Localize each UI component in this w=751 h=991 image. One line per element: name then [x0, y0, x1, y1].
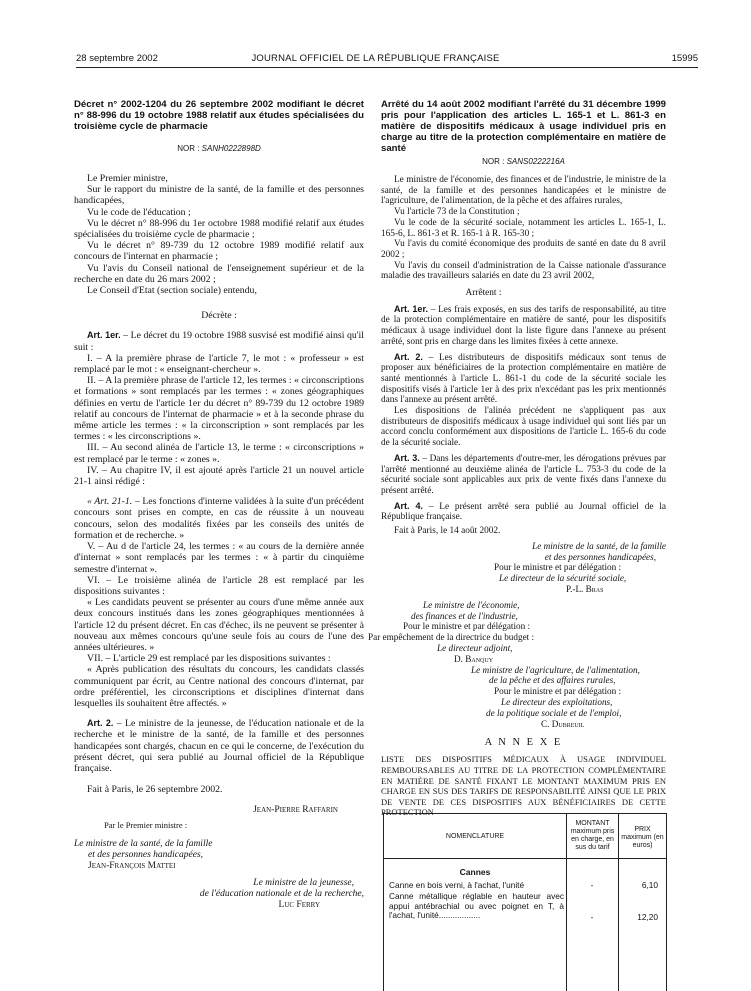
- arrete-article-1: [381, 304, 666, 348]
- decret-item: III. – Au second alinéa de l'article 13, le terme : « circonscriptions » est remplacé par le terme : « zones ».: [74, 442, 364, 465]
- decret-visa: Vu l'avis du Conseil national de l'enseignement supérieur et de la recherche en date du 26 mars 2002 ;: [74, 262, 364, 285]
- annex-title: A N N E X E: [484, 737, 563, 749]
- signature-delegation: Pour le ministre et par délégation :: [494, 562, 622, 573]
- arrete-visa: Le ministre de l'économie, des finances et de l'industrie, le ministre de la santé, de la famille et des personnes handicapées et le ministre de l'agriculture, de l'alimentation, de la pêche et des affaires rurales,: [381, 175, 666, 207]
- decret-nor-label: NOR :: [177, 144, 200, 153]
- article-label: Art. 2.: [87, 718, 114, 729]
- arrete-visa: Vu l'article 73 de la Constitution ;: [394, 207, 520, 218]
- decret-item: « Les candidats peuvent se présenter au cours d'une même année aux deux concours institués dans les zones géographiques mentionnées à l'article 12 du présent décret. En cas d'échec, ils ne peuvent se présenter à nouveau aux mêmes concours qu'une seule fois au cours de l'une des années ultérieures. »: [74, 597, 364, 653]
- signature-name: C. Dubreuil: [541, 718, 585, 729]
- table-row-label: Canne en bois verni, à l'achat, l'unité: [389, 880, 525, 890]
- decret-visa: Sur le rapport du ministre de la santé, de la famille et des personnes handicapées,: [74, 184, 364, 207]
- arrete-article-3: [381, 453, 666, 497]
- decret-visa: Vu le code de l'éducation ;: [87, 206, 191, 218]
- table-header-nomenclature: NOMENCLATURE: [445, 833, 505, 840]
- decret-visa: Vu le décret n° 89-739 du 12 octobre 1989 modifié relatif aux concours de l'internat en pharmacie ;: [74, 240, 364, 263]
- signature-delegation: Pour le ministre et par délégation :: [494, 686, 622, 697]
- table-row-prix: 12,20: [637, 912, 658, 922]
- signature-title: Le ministre de l'économie,: [423, 599, 520, 610]
- signature-name: Luc Ferry: [278, 900, 320, 911]
- signature-title: Le ministre de la santé, de la famille: [74, 839, 213, 850]
- article-label: Art. 4.: [394, 500, 424, 511]
- article-text: – Les frais exposés, en sus des tarifs de responsabilité, au titre de la protection complémentaire en matière de santé, pour les dispositifs médicaux à usage individuel dont la liste figure dans l'annexe au présent arrêté, sont pris en charge dans les limites fixées à cette annexe.: [381, 304, 666, 347]
- signature-impediment: Par empêchement de la directrice du budget :: [368, 632, 535, 643]
- arrete-arretent: Arrêtent :: [465, 288, 502, 299]
- decret-signatures: [74, 805, 364, 911]
- annex-table: [383, 813, 667, 991]
- signature-by: Par le Premier ministre :: [104, 820, 188, 831]
- article-label: Art. 1er.: [394, 303, 428, 314]
- header-journal-title: JOURNAL OFFICIEL DE LA RÉPUBLIQUE FRANÇAISE: [251, 53, 500, 64]
- signature-role: de la politique sociale et de l'emploi,: [486, 707, 622, 718]
- decret-title: Décret n° 2002-1204 du 26 septembre 2002 modifiant le décret n° 88-996 du 19 octobre 1988 relatif aux études spécialisées du troisième cycle de pharmacie: [74, 99, 364, 132]
- arrete-visa: Vu l'avis du comité économique des produits de santé en date du 8 avril 2002 ;: [381, 239, 666, 260]
- arrete-signatures: [368, 540, 666, 730]
- article-label: Art. 3.: [394, 452, 420, 463]
- left-column-decret: [74, 99, 364, 911]
- signature-delegation: Pour le ministre et par délégation :: [403, 621, 531, 632]
- decret-item: VI. – Le troisième alinéa de l'article 28 est remplacé par les dispositions suivantes :: [74, 574, 364, 597]
- signature-title: de la pêche et des affaires rurales,: [489, 675, 616, 686]
- table-row-label: Canne métallique réglable en hauteur avec appui antébrachial ou avec poignet en T, à l'achat, l'unité..................: [389, 891, 564, 921]
- quote-label: « Art. 21-1.: [87, 496, 133, 508]
- table-column-divider: [618, 814, 619, 991]
- arrete-nor: [381, 157, 666, 166]
- right-column-arrete: [368, 99, 666, 818]
- signature-title: et des personnes handicapées,: [544, 551, 656, 562]
- signature-name: Jean-Pierre Raffarin: [253, 805, 338, 816]
- decret-visa: Le Premier ministre,: [87, 173, 168, 184]
- table-section-title: Cannes: [459, 867, 491, 877]
- signature-role: Le directeur de la sécurité sociale,: [499, 573, 627, 584]
- arrete-visa: Vu l'avis du conseil d'administration de la Caisse nationale d'assurance maladie des travailleurs salariés en date du 23 avril 2002,: [381, 260, 666, 282]
- article-text: – Les distributeurs de dispositifs médicaux sont tenus de proposer aux bénéficiaires de la protection complémentaire en matière de santé mentionnés à l'article L. 861-1 du code de la sécurité sociale les dispositifs visés à l'article 1er à des prix n'excédant pas les prix mentionnés dans l'annexe au présent arrêté.: [381, 352, 666, 406]
- arrete-done-at: Fait à Paris, le 14 août 2002.: [394, 526, 501, 537]
- annex-description: LISTE DES DISPOSITIFS MÉDICAUX À USAGE INDIVIDUEL REMBOURSABLES AU TITRE DE LA PROTECTION COMPLÉMENTAIRE EN MATIÈRE DE SANTÉ FIXANT LE MONTANT MAXIMUM PRIS EN CHARGE EN SUS DES TARIFS DE RESPONSABILITÉ AINSI QUE LE PRIX DE VENTE DE CES DISPOSITIFS AUX BÉNÉFICIAIRES DE CETTE PROTECTION: [381, 754, 666, 818]
- decret-nor-value: SANH0222898D: [201, 144, 261, 153]
- arrete-article-2-p2: Les dispositions de l'alinéa précédent ne s'appliquent pas aux distributeurs de dispositifs médicaux à usage individuel qui sont liés par un accord conclu conformément aux dispositions de l'article L. 165-6 du code de la sécurité sociale.: [381, 406, 666, 449]
- arrete-intro: [381, 175, 666, 282]
- signature-title: des finances et de l'industrie,: [411, 610, 518, 621]
- table-row-montant: -: [590, 912, 594, 922]
- table-header-divider: [384, 858, 666, 859]
- article-text: – Le décret du 19 octobre 1988 susvisé est modifié ainsi qu'il suit :: [74, 330, 364, 353]
- signature-name: D. Banquy: [454, 653, 494, 664]
- decret-quote-21-1: [74, 496, 364, 541]
- article-text: – Dans les départements d'outre-mer, les dérogations prévues par l'arrêté mentionné au deuxième alinéa de l'article L. 753-3 du code de la sécurité sociale sont applicables aux prix de vente fixés dans l'annexe du présent arrêté.: [381, 453, 666, 496]
- article-text: – Le présent arrêté sera publié au Journal officiel de la République française.: [381, 501, 666, 523]
- header-date: 28 septembre 2002: [76, 53, 158, 64]
- table-header-prix: PRIX maximum (en euros): [621, 826, 664, 849]
- decret-visa: Le Conseil d'Etat (section sociale) entendu,: [87, 285, 257, 297]
- arrete-title: Arrêté du 14 août 2002 modifiant l'arrêté du 31 décembre 1999 pris pour l'application des articles L. 165-1 et L. 861-3 en matière de dispositifs médicaux à usage individuel pris en charge au titre de la protection complémentaire en matière de santé: [381, 99, 666, 154]
- decret-item: VII. – L'article 29 est remplacé par les dispositions suivantes :: [87, 653, 331, 665]
- decret-nor: [74, 144, 364, 153]
- arrete-article-2: [381, 352, 666, 407]
- decret-item: II. – A la première phrase de l'article 12, les termes : « circonscriptions et formations » sont remplacés par les termes : « zones géographiques définies en vertu de l'article 1er du décret n° 89-739 du 12 octobre 1989 relatif au concours de l'internat de pharmacie » et à la seconde phrase du même article les termes : « la circonscription » sont remplacés par les termes : « les circonscriptions ».: [74, 375, 364, 443]
- signature-title: Le ministre de l'agriculture, de l'alimentation,: [471, 664, 640, 675]
- signature-role: Le directeur adjoint,: [437, 642, 513, 653]
- decret-item: I. – A la première phrase de l'article 7, le mot : « professeur » est remplacé par le mot : « enseignant-chercheur ».: [74, 352, 364, 376]
- arrete-nor-value: SANS0222216A: [506, 157, 565, 166]
- decret-article-1: [74, 330, 364, 352]
- header-page-number: 15995: [671, 53, 698, 64]
- signature-title: Le ministre de la santé, de la famille: [532, 540, 666, 551]
- table-row-montant: -: [590, 880, 594, 890]
- quote-text: – Les fonctions d'interne validées à la suite d'un précédent concours sont prises en compte, en cas de réussite à un nouveau concours, selon des modalités fixées par les conseils des unités de formation et de recherche. »: [74, 496, 364, 541]
- signature-title: de l'éducation nationale et de la recherche,: [199, 889, 364, 900]
- table-row-prix: 6,10: [641, 880, 658, 890]
- signature-title: Le ministre de la jeunesse,: [253, 878, 354, 889]
- arrete-article-4: [381, 501, 666, 523]
- article-label: Art. 1er.: [87, 330, 121, 341]
- decret-done-at: Fait à Paris, le 26 septembre 2002.: [87, 784, 223, 796]
- arrete-nor-label: NOR :: [482, 157, 505, 166]
- table-header-montant: MONTANT maximum pris en charge, en sus du tarif: [570, 820, 615, 851]
- article-label: Art. 2.: [394, 351, 423, 362]
- decret-item: V. – Au d de l'article 24, les termes : « au cours de la dernière année d'internat » sont remplacés par les termes : « à partir du cinquième semestre d'internat ».: [74, 541, 364, 575]
- decret-item: « Après publication des résultats du concours, les candidats classés communiquent par écrit, au Centre national des concours d'internat, par ordre préférentiel, les circonscriptions et disciplines d'internat dans lesquelles ils souhaitent être affectés. »: [74, 664, 364, 709]
- decret-item: IV. – Au chapitre IV, il est ajouté après l'article 21 un nouvel article 21-1 ainsi rédigé :: [74, 464, 364, 488]
- decret-article-2: [74, 718, 364, 774]
- signature-name: P.-L. Bras: [566, 583, 604, 594]
- signature-role: Le directeur des exploitations,: [501, 696, 613, 707]
- decret-visa: Vu le décret n° 88-996 du 1er octobre 1988 modifié relatif aux études spécialisées du troisième cycle de pharmacie ;: [74, 217, 364, 241]
- header-rule: [76, 67, 698, 68]
- article-text: – Le ministre de la jeunesse, de l'éducation nationale et de la recherche et le ministre de la santé, de la famille et des personnes handicapées sont chargés, chacun en ce qui le concerne, de l'exécution du présent décret, qui sera publié au Journal officiel de la République française.: [74, 718, 364, 774]
- decret-decrete: Décrète :: [201, 310, 237, 322]
- arrete-visa: Vu le code de la sécurité sociale, notamment les articles L. 165-1, L. 165-6, L. 861-3 et R. 165-1 à R. 165-30 ;: [381, 217, 666, 239]
- signature-name: Jean-François Mattei: [88, 861, 176, 872]
- table-column-divider: [566, 814, 567, 991]
- decret-intro: [74, 173, 364, 296]
- signature-title: et des personnes handicapées,: [88, 850, 204, 861]
